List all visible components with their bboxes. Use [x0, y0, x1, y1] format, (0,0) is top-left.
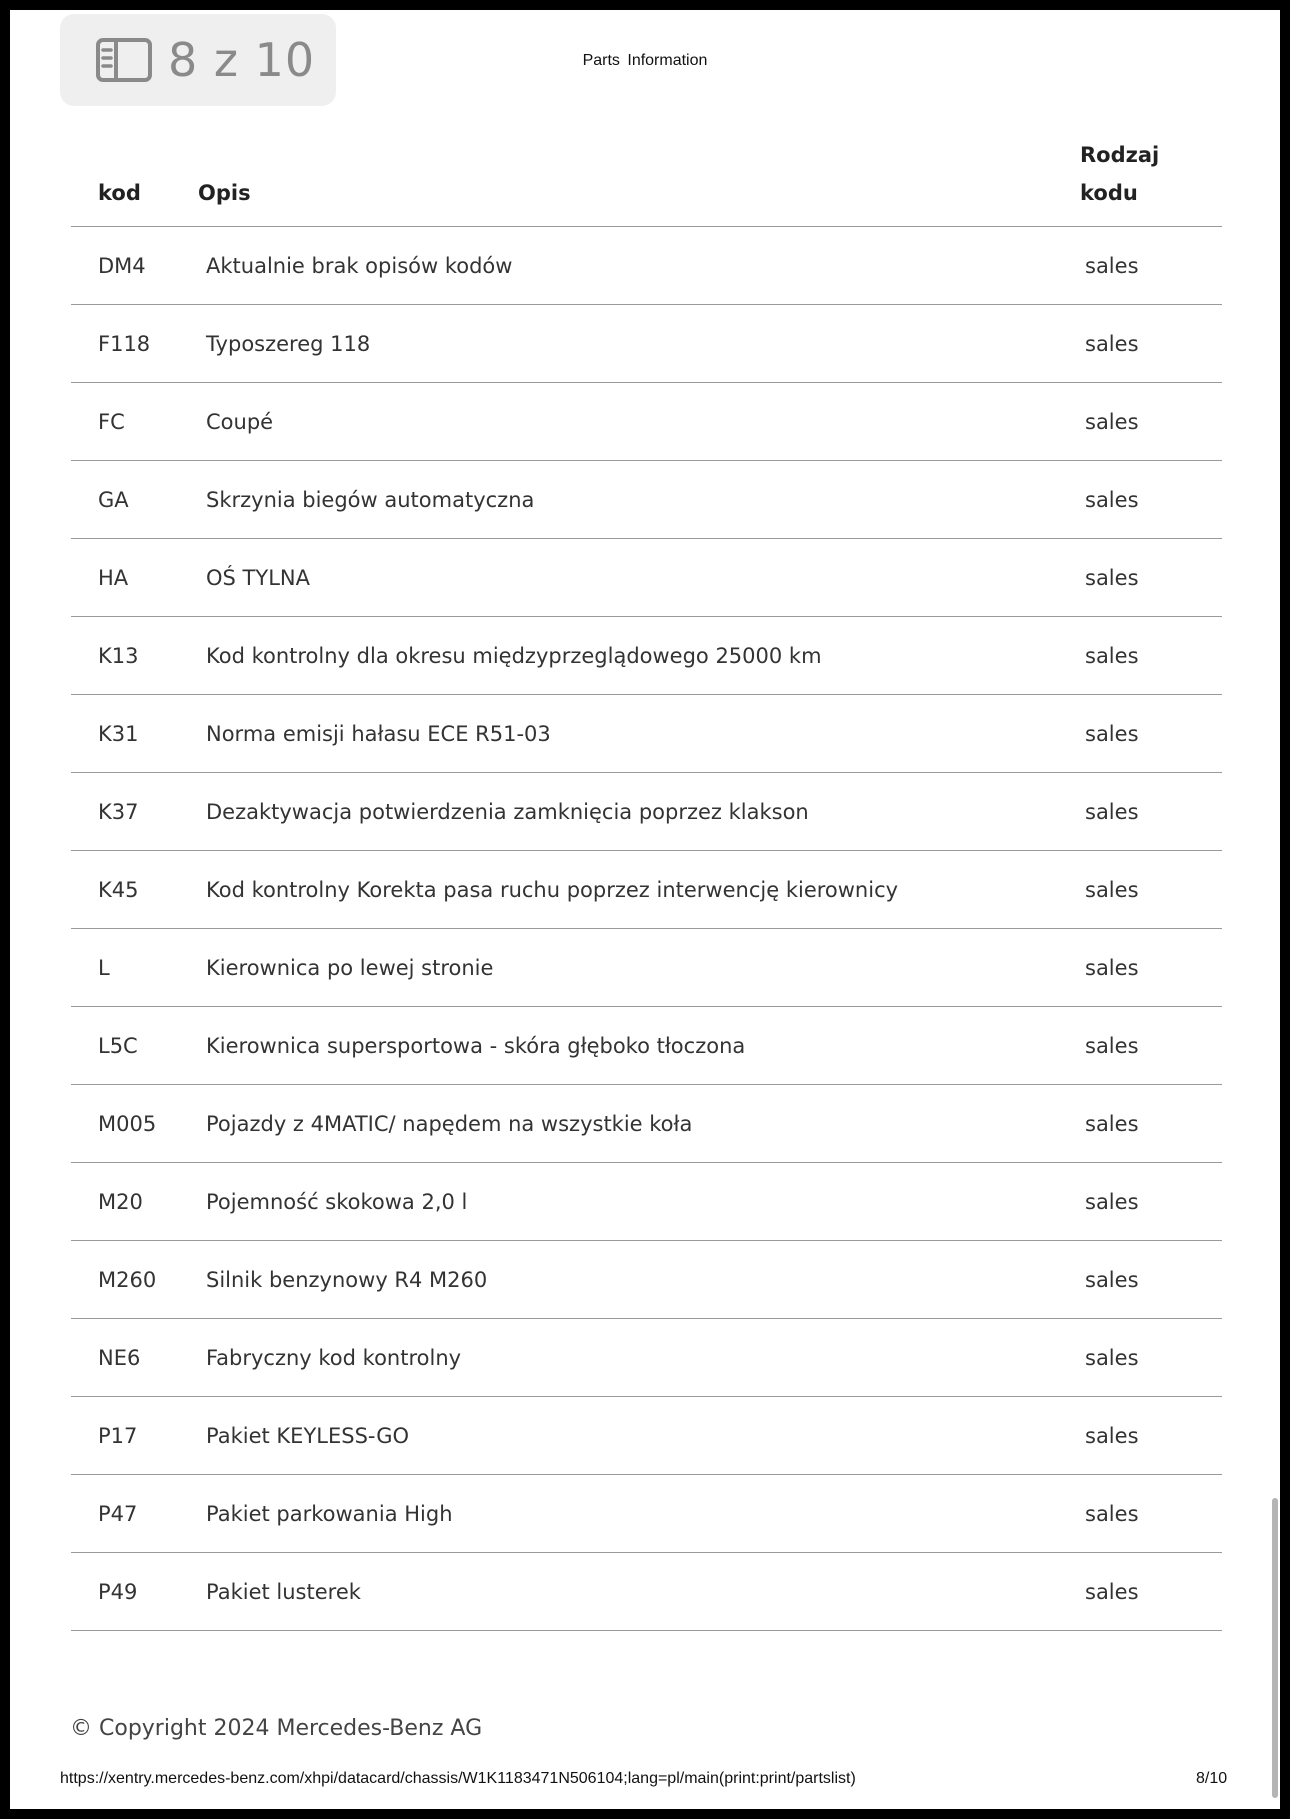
row-description: Skrzynia biegów automatyczna: [198, 461, 1080, 539]
table-header-row: [71, 136, 1222, 227]
row-type: sales: [1080, 929, 1222, 1007]
row-type: sales: [1080, 1163, 1222, 1241]
row-description: Pakiet KEYLESS-GO: [198, 1397, 1080, 1475]
vertical-scrollbar[interactable]: [1272, 1498, 1278, 1798]
table-row: [71, 851, 1222, 929]
copyright-text: © Copyright 2024 Mercedes-Benz AG: [70, 1716, 483, 1741]
row-code: L: [71, 929, 198, 1007]
row-type: sales: [1080, 1397, 1222, 1475]
footer-page-number: 8/10: [1196, 1770, 1228, 1787]
column-header-code: kod: [71, 136, 198, 227]
row-code: K45: [71, 851, 198, 929]
row-type: sales: [1080, 305, 1222, 383]
table-row: [71, 1241, 1222, 1319]
row-type: sales: [1080, 1475, 1222, 1553]
row-type: sales: [1080, 227, 1222, 305]
row-type: sales: [1080, 1085, 1222, 1163]
row-code: DM4: [71, 227, 198, 305]
table-row: [71, 227, 1222, 305]
row-code: K13: [71, 617, 198, 695]
row-description: Kierownica supersportowa - skóra głęboko tłoczona: [198, 1007, 1080, 1085]
row-code: P49: [71, 1553, 198, 1631]
row-type: sales: [1080, 1007, 1222, 1085]
row-description: Pakiet lusterek: [198, 1553, 1080, 1631]
table-row: [71, 695, 1222, 773]
row-type: sales: [1080, 773, 1222, 851]
row-description: Kod kontrolny dla okresu międzyprzeglądowego 25000 km: [198, 617, 1080, 695]
row-code: GA: [71, 461, 198, 539]
row-description: Norma emisji hałasu ECE R51-03: [198, 695, 1080, 773]
table-row: [71, 1553, 1222, 1631]
row-type: sales: [1080, 1319, 1222, 1397]
row-description: Typoszereg 118: [198, 305, 1080, 383]
row-type: sales: [1080, 1241, 1222, 1319]
row-description: Silnik benzynowy R4 M260: [198, 1241, 1080, 1319]
page-indicator[interactable]: [60, 14, 336, 106]
row-code: K37: [71, 773, 198, 851]
table-row: [71, 461, 1222, 539]
row-code: P47: [71, 1475, 198, 1553]
row-code: FC: [71, 383, 198, 461]
row-code: K31: [71, 695, 198, 773]
row-code: HA: [71, 539, 198, 617]
table-row: [71, 1319, 1222, 1397]
row-type: sales: [1080, 1553, 1222, 1631]
row-description: Aktualnie brak opisów kodów: [198, 227, 1080, 305]
row-description: Coupé: [198, 383, 1080, 461]
table-row: [71, 617, 1222, 695]
row-code: NE6: [71, 1319, 198, 1397]
row-description: Pojazdy z 4MATIC/ napędem na wszystkie koła: [198, 1085, 1080, 1163]
table-row: [71, 305, 1222, 383]
row-description: Dezaktywacja potwierdzenia zamknięcia poprzez klakson: [198, 773, 1080, 851]
table-row: [71, 773, 1222, 851]
table-row: [71, 1007, 1222, 1085]
row-description: Pakiet parkowania High: [198, 1475, 1080, 1553]
row-description: Fabryczny kod kontrolny: [198, 1319, 1080, 1397]
table-row: [71, 1397, 1222, 1475]
table-row: [71, 1475, 1222, 1553]
column-header-description: Opis: [198, 136, 1080, 227]
row-description: OŚ TYLNA: [198, 539, 1080, 617]
row-code: L5C: [71, 1007, 198, 1085]
table-row: [71, 1163, 1222, 1241]
row-type: sales: [1080, 383, 1222, 461]
column-header-type-line1: Rodzaj: [1080, 143, 1160, 167]
sidebar-pages-icon: [96, 38, 152, 82]
row-description: Kod kontrolny Korekta pasa ruchu poprzez interwencję kierownicy: [198, 851, 1080, 929]
column-header-type: [1080, 136, 1222, 227]
table-row: [71, 383, 1222, 461]
table-row: [71, 929, 1222, 1007]
table-row: [71, 539, 1222, 617]
row-code: M260: [71, 1241, 198, 1319]
row-description: Pojemność skokowa 2,0 l: [198, 1163, 1080, 1241]
row-type: sales: [1080, 539, 1222, 617]
row-code: M20: [71, 1163, 198, 1241]
row-code: P17: [71, 1397, 198, 1475]
footer-url: https://xentry.mercedes-benz.com/xhpi/datacard/chassis/W1K1183471N506104;lang=pl/main(print:print/partslist): [60, 1770, 856, 1787]
column-header-type-line2: kodu: [1080, 181, 1138, 205]
row-type: sales: [1080, 617, 1222, 695]
row-type: sales: [1080, 851, 1222, 929]
page-indicator-text: 8 z 10: [168, 33, 316, 87]
page-header-title: Parts Information: [582, 52, 708, 69]
row-type: sales: [1080, 461, 1222, 539]
parts-table: [71, 136, 1222, 1631]
row-description: Kierownica po lewej stronie: [198, 929, 1080, 1007]
table-row: [71, 1085, 1222, 1163]
row-type: sales: [1080, 695, 1222, 773]
document-page: [10, 10, 1280, 1809]
row-code: F118: [71, 305, 198, 383]
row-code: M005: [71, 1085, 198, 1163]
